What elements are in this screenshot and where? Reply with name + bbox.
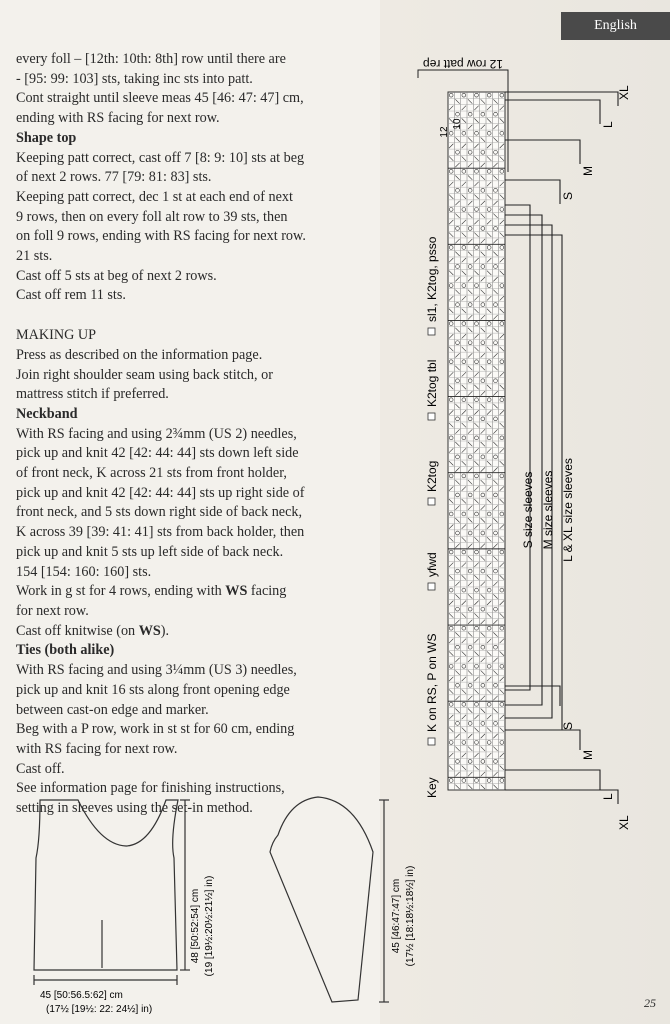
row-number-10: 10 bbox=[452, 118, 463, 130]
key-k2tog-tbl-symbol bbox=[428, 413, 435, 420]
size-label-bottom: XL bbox=[617, 815, 631, 830]
instruction-line: With RS facing and using 2¾mm (US 2) needles, bbox=[16, 425, 297, 442]
sleeve-length-in: (17½ [18:18½:18½] in) bbox=[405, 865, 416, 967]
instruction-line: MAKING UP bbox=[16, 327, 97, 344]
row-number-12: 12 bbox=[439, 126, 450, 138]
instruction-line: - [95: 99: 103] sts, taking inc sts into patt. bbox=[16, 70, 253, 87]
size-label-top: XL bbox=[617, 85, 631, 100]
key-k2tog-tbl-label: K2tog tbl bbox=[425, 359, 439, 407]
instruction-line: pick up and knit 5 sts up left side of back neck. bbox=[16, 543, 284, 560]
section-heading: Neckband bbox=[16, 405, 78, 422]
chart-key bbox=[425, 236, 439, 798]
size-label-top: M bbox=[581, 166, 595, 176]
size-bracket bbox=[505, 180, 560, 204]
size-label-top: L bbox=[601, 121, 615, 128]
instruction-line: K across 39 [39: 41: 41] sts from back holder, then bbox=[16, 524, 305, 541]
instruction-line: Cont straight until sleeve meas 45 [46: 47: 47] cm, bbox=[16, 90, 304, 107]
body-length-cm: 48 [50:52:54] cm bbox=[190, 888, 201, 964]
sleeve-size-label: S size sleeves bbox=[521, 471, 535, 549]
instruction-line: Keeping patt correct, dec 1 st at each end of next bbox=[16, 188, 293, 205]
size-bracket bbox=[505, 140, 580, 164]
instruction-line: pick up and knit 42 [42: 44: 44] sts up right side of bbox=[16, 484, 305, 501]
body-length-in: (19 [19½:20½:21½] in) bbox=[204, 875, 215, 977]
instruction-line: Cast off. bbox=[16, 760, 65, 777]
size-label-top: S bbox=[561, 191, 575, 200]
chart-repeat-label: 12 row patt rep bbox=[422, 57, 504, 71]
key-k2tog-label: K2tog bbox=[425, 460, 439, 492]
key-yfwd-label: yfwd bbox=[425, 552, 439, 577]
instruction-line: between cast-on edge and marker. bbox=[16, 701, 209, 718]
instruction-line: front neck, and 5 sts down right side of back neck, bbox=[16, 504, 303, 521]
instruction-emphasis: WS bbox=[225, 583, 248, 600]
instruction-line: See information page for finishing instructions, bbox=[16, 780, 285, 797]
sleeve-size-bracket bbox=[505, 215, 542, 705]
instruction-line: 154 [154: 160: 160] sts. bbox=[16, 563, 152, 580]
instruction-text: ). bbox=[160, 622, 170, 639]
key-knit-label: K on RS, P on WS bbox=[425, 633, 439, 732]
sleeve-size-bracket bbox=[505, 205, 530, 690]
instruction-line: Keeping patt correct, cast off 7 [8: 9: 10] sts at beg bbox=[16, 149, 305, 166]
section-heading: Ties (both alike) bbox=[16, 642, 115, 659]
sleeve-length-cm: 45 [46:47:47] cm bbox=[391, 878, 402, 954]
instruction-line: setting in sleeves using the set-in method. bbox=[16, 800, 253, 817]
sleeve-size-label: L & XL size sleeves bbox=[561, 458, 575, 562]
body-width-cm: 45 [50:56.5:62] cm bbox=[40, 990, 123, 1001]
instruction-line: Join right shoulder seam using back stitch, or bbox=[16, 366, 273, 383]
instruction-line: of next 2 rows. 77 [79: 81: 83] sts. bbox=[16, 169, 212, 186]
key-sl1-k2tog-psso-symbol bbox=[428, 328, 435, 335]
instruction-line: Cast off 5 sts at beg of next 2 rows. bbox=[16, 267, 217, 284]
language-tab: English bbox=[561, 12, 670, 40]
instruction-text: Work in g st for 4 rows, ending with bbox=[16, 583, 226, 600]
instruction-line: 9 rows, then on every foll alt row to 39 sts, then bbox=[16, 208, 288, 225]
instruction-emphasis: WS bbox=[138, 622, 161, 639]
instruction-line: 21 sts. bbox=[16, 248, 53, 265]
instruction-line: for next row. bbox=[16, 602, 89, 619]
instruction-line: pick up and knit 16 sts along front opening edge bbox=[16, 681, 290, 698]
section-heading: Shape top bbox=[16, 129, 77, 146]
instruction-line: Cast off rem 11 sts. bbox=[16, 287, 126, 304]
sleeve-size-label: M size sleeves bbox=[541, 470, 555, 550]
instruction-line: Press as described on the information page. bbox=[16, 346, 263, 363]
instruction-text: facing bbox=[247, 583, 287, 600]
size-label-bottom: S bbox=[561, 721, 575, 730]
key-sl1-k2tog-psso-label: sl1, K2tog, psso bbox=[425, 236, 439, 322]
key-yfwd-symbol bbox=[428, 583, 435, 590]
instruction-line: ending with RS facing for next row. bbox=[16, 110, 220, 127]
instruction-line: of front neck, K across 21 sts from front holder, bbox=[16, 465, 287, 482]
instruction-text: Cast off knitwise (on bbox=[16, 622, 139, 639]
instruction-line: mattress stitch if preferred. bbox=[16, 386, 169, 403]
instruction-line: Beg with a P row, work in st st for 60 cm, ending bbox=[16, 721, 295, 738]
size-label-bottom: M bbox=[581, 750, 595, 760]
key-k2tog-symbol bbox=[428, 498, 435, 505]
size-bracket bbox=[505, 770, 600, 790]
body-schematic bbox=[34, 800, 190, 985]
instruction-line: pick up and knit 42 [42: 44: 44] sts down left side bbox=[16, 445, 299, 462]
key-title: Key bbox=[425, 777, 439, 798]
body-width-in: (17½ [19½: 22: 24½] in) bbox=[46, 1004, 153, 1015]
page-number: 25 bbox=[644, 996, 656, 1010]
instruction-line: With RS facing and using 3¼mm (US 3) needles, bbox=[16, 662, 297, 679]
size-bracket bbox=[505, 100, 600, 124]
size-bracket bbox=[505, 730, 580, 750]
key-knit-symbol bbox=[428, 738, 435, 745]
instruction-line: every foll – [12th: 10th: 8th] row until there are bbox=[16, 51, 286, 67]
sleeve-schematic bbox=[270, 797, 389, 1002]
size-bracket bbox=[505, 92, 618, 106]
size-label-bottom: L bbox=[601, 793, 615, 800]
instruction-line: with RS facing for next row. bbox=[16, 740, 178, 757]
instruction-line: on foll 9 rows, ending with RS facing for next row. bbox=[16, 228, 306, 245]
